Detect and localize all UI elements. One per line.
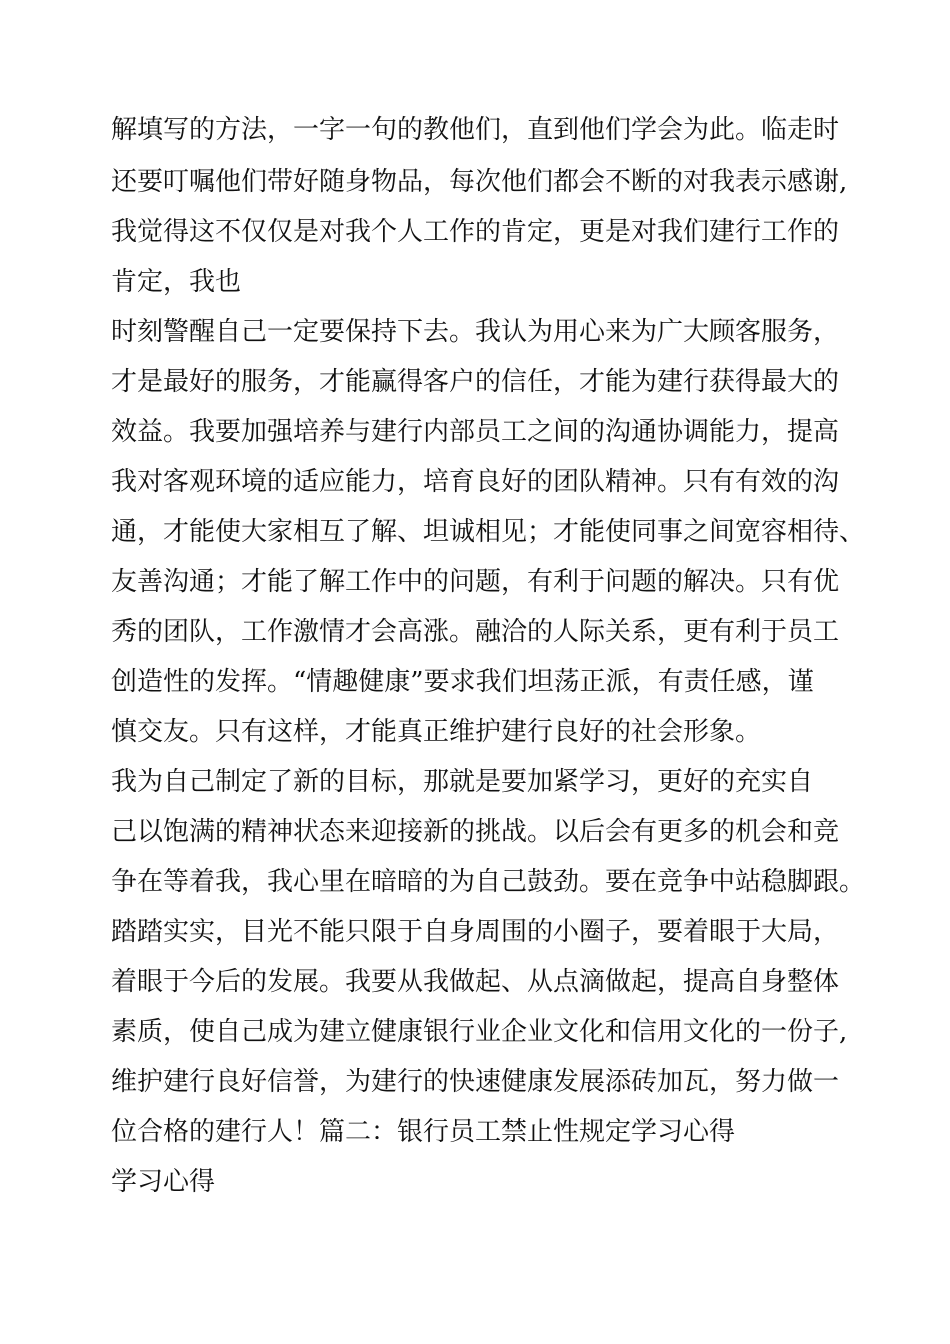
- text-line: 争在等着我，我心里在暗暗的为自己鼓劲。要在竞争中站稳脚跟。: [111, 867, 866, 897]
- text-line: 踏踏实实，目光不能只限于自身周围的小圈子，要着眼于大局，: [111, 917, 840, 947]
- text-line: 创造性的发挥。“情趣健康”要求我们坦荡正派，有责任感，谨: [111, 667, 814, 697]
- section-heading: 学习心得: [111, 1167, 216, 1197]
- text-line: 我对客观环境的适应能力，培育良好的团队精神。只有有效的沟: [111, 467, 840, 497]
- text-line: 通，才能使大家相互了解、坦诚相见；才能使同事之间宽容相待、: [111, 517, 866, 547]
- text-line: 维护建行良好信誉，为建行的快速健康发展添砖加瓦，努力做一: [111, 1067, 840, 1097]
- text-line: 慎交友。只有这样，才能真正维护建行良好的社会形象。: [111, 717, 762, 747]
- text-line: 才是最好的服务，才能赢得客户的信任，才能为建行获得最大的: [111, 367, 840, 397]
- text-line: 友善沟通；才能了解工作中的问题，有利于问题的解决。只有优: [111, 567, 840, 597]
- text-line: 位合格的建行人！篇二：银行员工禁止性规定学习心得: [111, 1117, 736, 1147]
- text-line: 素质，使自己成为建立健康银行业企业文化和信用文化的一份子,: [111, 1017, 848, 1047]
- text-line: 效益。我要加强培养与建行内部员工之间的沟通协调能力，提高: [111, 417, 840, 447]
- text-line: 我觉得这不仅仅是对我个人工作的肯定，更是对我们建行工作的: [111, 217, 840, 247]
- text-line: 我为自己制定了新的目标，那就是要加紧学习，更好的充实自: [111, 767, 814, 797]
- text-line: 肯定，我也: [111, 267, 242, 297]
- text-line: 解填写的方法，一字一句的教他们，直到他们学会为此。临走时: [111, 115, 840, 145]
- text-line: 己以饱满的精神状态来迎接新的挑战。以后会有更多的机会和竞: [111, 817, 840, 847]
- text-line: 着眼于今后的发展。我要从我做起、从点滴做起，提高自身整体: [111, 967, 840, 997]
- text-line: 时刻警醒自己一定要保持下去。我认为用心来为广大顾客服务，: [111, 317, 840, 347]
- text-line: 秀的团队，工作激情才会高涨。融洽的人际关系，更有利于员工: [111, 617, 840, 647]
- text-line: 还要叮嘱他们带好随身物品，每次他们都会不断的对我表示感谢,: [111, 167, 848, 197]
